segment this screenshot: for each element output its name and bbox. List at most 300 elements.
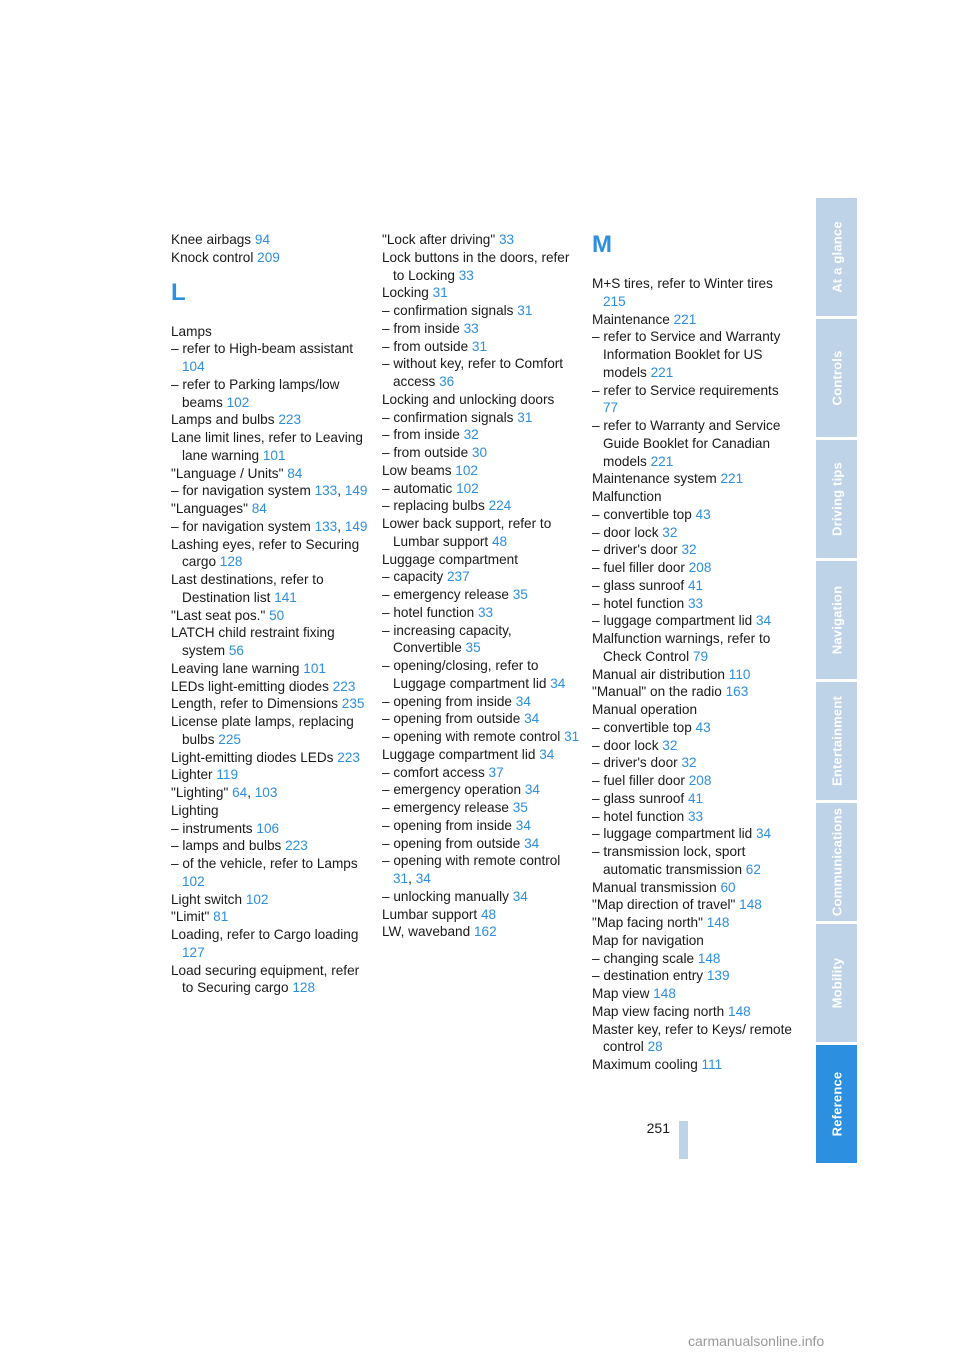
page-reference-link[interactable]: 221 (673, 311, 697, 327)
index-entry (171, 323, 371, 341)
index-entry (592, 967, 792, 985)
index-entry: – for navigation system 133, 149 (171, 483, 368, 499)
entry-text: – unlocking manually (382, 888, 509, 904)
page-reference-link[interactable]: 110 (728, 666, 751, 682)
tab-label: Controls (829, 350, 844, 406)
entry-text: Lighting (171, 802, 219, 818)
page-reference-link[interactable]: 37 (488, 764, 504, 780)
page-reference-link[interactable]: 34 (524, 782, 540, 798)
tab-driving-tips[interactable] (816, 440, 857, 558)
entry-text: Manual operation (592, 702, 698, 717)
tab-at-a-glance[interactable] (816, 198, 857, 316)
index-column-1 (171, 231, 371, 997)
entry-text: – changing scale (592, 950, 695, 966)
tab-communications[interactable] (816, 803, 857, 921)
page-reference-link[interactable]: 77 (603, 400, 619, 416)
entry-text: Lighter (171, 767, 213, 783)
page-reference-link[interactable]: 101 (262, 447, 286, 463)
entry-text: Maximum cooling (592, 1057, 698, 1072)
page-reference-link[interactable]: 33 (687, 808, 704, 824)
page-reference-link[interactable]: 208 (688, 560, 712, 575)
page-reference-link[interactable]: 139 (706, 968, 730, 984)
entry-text: Locking and unlocking doors (382, 391, 555, 407)
index-entry (592, 932, 792, 950)
entry-text: Manual transmission (592, 879, 717, 895)
page-reference-link[interactable]: 43 (695, 719, 711, 735)
tab-controls[interactable] (816, 319, 857, 437)
entry-text: – convertible top (592, 719, 692, 735)
index-entry (171, 340, 371, 376)
tab-label: Navigation (829, 585, 844, 655)
index-entry (171, 376, 371, 412)
page-reference-link[interactable]: 237 (447, 569, 470, 585)
tab-navigation[interactable] (816, 561, 857, 679)
tab-label: Entertainment (829, 695, 844, 787)
page-reference-link[interactable]: 34 (755, 826, 772, 842)
page-reference-link[interactable]: 81 (213, 909, 229, 925)
page-reference-link[interactable]: 33 (458, 267, 474, 283)
entry-text: – emergency release (382, 587, 509, 602)
index-entry (382, 462, 582, 480)
index-entry (171, 465, 371, 483)
entry-text: "Manual" on the radio (592, 684, 722, 700)
entry-text: – automatic (382, 480, 453, 496)
page-reference-link[interactable]: 102 (182, 873, 205, 889)
page-reference-link[interactable]: 149 (344, 483, 368, 499)
entry-text: Lock buttons in the doors, refer to Locking (382, 249, 570, 283)
entry-text: – glass sunroof (592, 790, 685, 806)
entry-text: – refer to Service requirements (592, 382, 779, 398)
index-entry (592, 808, 792, 826)
entry-text: M+S tires, refer to Winter tires (592, 276, 773, 291)
page-reference-link[interactable]: 41 (687, 577, 704, 593)
page-reference-link[interactable]: 48 (492, 533, 508, 549)
page-reference-link[interactable]: 35 (512, 587, 528, 602)
entry-text: – driver's door (592, 542, 678, 558)
index-entry (171, 231, 371, 249)
page-number-bar (679, 1121, 688, 1159)
index-entry (171, 962, 371, 998)
page-reference-link[interactable]: 148 (653, 986, 676, 1001)
tab-label: At a glance (829, 221, 844, 293)
page-reference-link[interactable]: 148 (728, 1003, 751, 1019)
index-entry (171, 749, 371, 767)
index-entry (592, 950, 792, 968)
page-reference-link[interactable]: 32 (662, 524, 678, 540)
index-entry (382, 746, 582, 764)
index-entry (382, 284, 582, 302)
entry-text: – fuel filler door (592, 773, 685, 788)
index-entry (592, 470, 792, 488)
entry-text: – door lock (592, 524, 659, 540)
page-reference-link[interactable]: 32 (681, 755, 697, 771)
index-entry: – for navigation system 133, 149 (171, 518, 368, 534)
entry-text: Lane limit lines, refer to Leaving lane warning (171, 430, 363, 463)
index-entry (382, 586, 582, 604)
page-reference-link[interactable]: 208 (688, 773, 712, 788)
index-entry (382, 391, 582, 409)
entry-text: – emergency release (382, 800, 509, 815)
tab-label: Communications (829, 807, 844, 917)
index-entry (592, 612, 792, 630)
page-reference-link[interactable]: 32 (681, 542, 697, 558)
entry-text: – capacity (382, 569, 444, 585)
tab-label: Reference (829, 1071, 844, 1137)
page-reference-link[interactable]: 127 (182, 944, 205, 960)
page-reference-link[interactable]: 133 (314, 483, 338, 499)
entry-text: Length, refer to Dimensions (171, 696, 338, 712)
entry-text: – opening/closing, refer to Luggage compartment lid (382, 658, 547, 691)
index-entry (592, 754, 792, 772)
index-entry (171, 713, 371, 749)
index-entry (382, 781, 582, 799)
page-reference-link[interactable]: 33 (477, 604, 494, 620)
page-reference-link[interactable]: 221 (720, 471, 744, 487)
entry-text: Lamps (171, 323, 212, 339)
page-reference-link[interactable]: 34 (415, 871, 431, 886)
index-entry (382, 515, 582, 551)
entry-text: Map view (592, 986, 650, 1001)
page-reference-link[interactable]: 79 (692, 648, 709, 664)
page-reference-link[interactable]: 30 (471, 445, 488, 460)
index-entry (382, 764, 582, 782)
page-reference-link[interactable]: 102 (455, 462, 478, 478)
index-entry (592, 896, 792, 914)
index-entry (382, 355, 582, 391)
index-entry (592, 666, 792, 684)
entry-text: Loading, refer to Cargo loading (171, 927, 359, 942)
index-entry (592, 382, 792, 418)
entry-text: – of the vehicle, refer to Lamps (171, 856, 358, 871)
index-entry (171, 536, 371, 572)
page-reference-link[interactable]: 84 (251, 501, 267, 516)
index-entry (171, 766, 371, 784)
entry-text: – refer to Parking lamps/low beams (171, 376, 340, 410)
entry-text: – comfort access (382, 764, 485, 780)
entry-text: Manual air distribution (592, 666, 725, 682)
page-reference-link[interactable]: 223 (337, 749, 360, 765)
page-reference-link[interactable]: 33 (687, 595, 704, 611)
page-reference-link[interactable]: 224 (488, 498, 512, 514)
index-entry (592, 541, 792, 559)
index-entry (382, 923, 582, 941)
page-reference-link[interactable]: 128 (292, 980, 316, 996)
index-entry (382, 710, 582, 728)
index-entry (592, 719, 792, 737)
index-entry (592, 417, 792, 470)
page-reference-link[interactable]: 106 (256, 820, 280, 836)
index-entry (171, 607, 371, 625)
index-entry (592, 790, 792, 808)
tab-reference[interactable] (816, 1045, 857, 1163)
entry-text: Knock control (171, 249, 254, 265)
page-reference-link[interactable]: 111 (701, 1057, 723, 1072)
page-reference-link[interactable]: 141 (274, 589, 297, 605)
index-entry (592, 825, 792, 843)
page-reference-link[interactable]: 162 (473, 924, 497, 940)
page-reference-link[interactable]: 31 (517, 303, 533, 318)
entry-text: – for navigation system (171, 518, 311, 534)
entry-text: Luggage compartment (382, 551, 519, 567)
index-entry (171, 411, 371, 429)
page-reference-link[interactable]: 149 (344, 518, 368, 534)
entry-text: Malfunction warnings, refer to Check Control (592, 631, 771, 664)
entry-text: Light-emitting diodes LEDs (171, 749, 334, 765)
page-reference-link[interactable]: 43 (695, 506, 711, 522)
index-entry (592, 914, 792, 932)
entry-text: Map for navigation (592, 932, 704, 948)
chapter-tabs (816, 198, 857, 1166)
index-entry (592, 737, 792, 755)
page-reference-link[interactable]: 64 (232, 785, 248, 800)
entry-text: – hotel function (592, 808, 685, 824)
index-entry (382, 409, 582, 427)
page-reference-link[interactable]: 33 (463, 320, 479, 336)
index-entry (382, 338, 582, 356)
index-entry (382, 249, 582, 285)
index-entry (382, 799, 582, 817)
page-reference-link[interactable]: 31 (393, 871, 409, 886)
entry-text: – transmission lock, sport automatic transmission (592, 844, 746, 877)
page-reference-link[interactable]: 31 (564, 729, 580, 744)
page-reference-link[interactable]: 119 (216, 767, 239, 783)
index-entry (382, 302, 582, 320)
entry-text: – door lock (592, 737, 659, 753)
entry-text: Map view facing north (592, 1003, 725, 1019)
tab-entertainment[interactable] (816, 682, 857, 800)
page-reference-link[interactable]: 35 (465, 640, 481, 656)
index-entry (592, 985, 792, 1003)
entry-text: – increasing capacity, Convertible (382, 622, 512, 656)
page-reference-link[interactable]: 34 (539, 746, 555, 762)
page-reference-link[interactable]: 50 (269, 607, 285, 623)
index-entry (382, 320, 582, 338)
index-entry (592, 772, 792, 790)
entry-text: Malfunction (592, 489, 662, 504)
index-entry (592, 683, 792, 701)
page-reference-link[interactable]: 223 (285, 838, 308, 854)
page-reference-link[interactable]: 148 (697, 950, 721, 966)
index-entry (171, 678, 371, 696)
entry-text: "Last seat pos." (171, 607, 266, 623)
page-reference-link[interactable]: 223 (332, 678, 356, 694)
entry-text: – for navigation system (171, 483, 311, 499)
page-reference-link[interactable]: 32 (662, 737, 678, 753)
index-entry (171, 249, 371, 267)
page-reference-link[interactable]: 28 (647, 1039, 663, 1055)
index-entry (382, 568, 582, 586)
entry-text: – refer to Warranty and Service Guide Booklet for Canadian models (592, 418, 781, 469)
entry-text: – instruments (171, 820, 253, 836)
page-reference-link[interactable]: 35 (512, 800, 528, 815)
entry-text: – fuel filler door (592, 560, 685, 575)
entry-text: Light switch (171, 891, 243, 907)
entry-text: – refer to High-beam assistant (171, 341, 354, 357)
index-entry (171, 820, 371, 838)
entry-text: "Lock after driving" (382, 232, 496, 247)
page-reference-link[interactable]: 31 (432, 285, 448, 301)
index-column-3 (592, 231, 792, 1074)
entry-text: – luggage compartment lid (592, 826, 753, 842)
index-entry (171, 695, 371, 713)
index-letter-heading: M (592, 231, 612, 258)
entry-text: Lower back support, refer to Lumbar support (382, 516, 552, 549)
entry-text: – refer to Service and Warranty Information Booklet for US models (592, 329, 781, 380)
entry-text: Master key, refer to Keys/ remote control (592, 1021, 792, 1055)
page-reference-link[interactable]: 103 (254, 785, 278, 800)
entry-text: – confirmation signals (382, 303, 514, 318)
entry-text: Knee airbags (171, 232, 252, 247)
page-reference-link[interactable]: 148 (706, 915, 730, 930)
page-reference-link[interactable]: 34 (524, 711, 540, 727)
page-reference-link[interactable]: 101 (303, 660, 326, 676)
entry-text: Low beams (382, 462, 452, 478)
entry-text: – lamps and bulbs (171, 838, 282, 854)
page-reference-link[interactable]: 34 (512, 888, 528, 904)
entry-text: – opening from inside (382, 693, 512, 709)
index-entry (592, 328, 792, 381)
index-entry (592, 1021, 792, 1057)
page-reference-link[interactable]: 41 (687, 790, 704, 806)
entry-text: – from outside (382, 445, 469, 460)
index-entry (382, 444, 582, 462)
page-reference-link[interactable]: 48 (481, 906, 497, 922)
watermark: carmanualsonline.info (688, 1333, 825, 1349)
index-entry (592, 843, 792, 879)
entry-text: – opening from inside (382, 817, 512, 833)
index-entry (171, 500, 371, 518)
page-reference-link[interactable]: 209 (257, 249, 280, 265)
index-entry (171, 429, 371, 465)
index-entry (382, 728, 582, 746)
page-reference-link[interactable]: 128 (219, 554, 243, 570)
page-reference-link[interactable]: 60 (720, 879, 736, 895)
page-reference-link[interactable]: 94 (254, 232, 271, 247)
index-entry (171, 802, 371, 820)
page-reference-link[interactable]: 36 (439, 374, 455, 389)
index-entry (382, 231, 582, 249)
index-entry (171, 926, 371, 962)
page-reference-link[interactable]: 235 (341, 696, 365, 712)
page-reference-link[interactable]: 84 (287, 465, 303, 481)
entry-text: – without key, refer to Comfort access (382, 356, 564, 389)
tab-label: Driving tips (829, 462, 844, 536)
page-reference-link[interactable]: 102 (245, 891, 269, 907)
index-entry (382, 426, 582, 444)
entry-text: LW, waveband (382, 924, 471, 940)
entry-text: – hotel function (592, 595, 685, 611)
entry-text: – opening from outside (382, 835, 521, 851)
page-reference-link[interactable]: 31 (517, 409, 533, 425)
entry-text: "Map direction of travel" (592, 897, 736, 913)
index-entry (171, 571, 371, 607)
page-number: 251 (646, 1120, 670, 1136)
entry-text: "Language / Units" (171, 465, 284, 481)
index-entry (592, 1003, 792, 1021)
entry-text: – driver's door (592, 755, 678, 771)
index-entry (171, 891, 371, 909)
index-entry (592, 595, 792, 613)
entry-text: License plate lamps, replacing bulbs (171, 714, 354, 747)
page-reference-link[interactable]: 102 (226, 394, 250, 410)
index-entry (592, 524, 792, 542)
entry-text: Leaving lane warning (171, 660, 300, 676)
entry-text: Locking (382, 285, 429, 301)
page-reference-link[interactable]: 104 (182, 359, 205, 374)
index-entry (382, 817, 582, 835)
entry-text: Maintenance (592, 311, 670, 327)
page-reference-link[interactable]: 225 (218, 731, 241, 747)
page-reference-link[interactable]: 56 (228, 643, 244, 658)
entry-text: LATCH child restraint fixing system (171, 625, 335, 658)
index-entry: "Lighting" 64, 103 (171, 785, 278, 800)
entry-text: – from inside (382, 427, 460, 443)
page-reference-link[interactable]: 163 (725, 684, 749, 700)
index-entry (382, 604, 582, 622)
page-reference-link[interactable]: 34 (524, 835, 540, 851)
tab-mobility[interactable] (816, 924, 857, 1042)
page-reference-link[interactable]: 34 (515, 693, 531, 709)
page-reference-link[interactable]: 62 (745, 861, 761, 877)
index-entry (592, 311, 792, 329)
entry-text: "Map facing north" (592, 915, 703, 930)
index-entry (592, 577, 792, 595)
page-reference-link[interactable]: 31 (471, 338, 488, 354)
index-entry (592, 701, 792, 719)
index-entry (592, 275, 792, 311)
index-entry (171, 837, 371, 855)
index-entry (382, 551, 582, 569)
tab-label: Mobility (829, 957, 844, 1009)
entry-text: – hotel function (382, 604, 475, 620)
entry-text: "Lighting" (171, 785, 229, 800)
index-entry (382, 497, 582, 515)
index-entry (382, 888, 582, 906)
index-entry (171, 855, 371, 891)
page-reference-link[interactable]: 133 (314, 518, 338, 534)
page-reference-link[interactable]: 34 (515, 817, 531, 833)
entry-text: – emergency operation (382, 782, 522, 798)
entry-text: Lashing eyes, refer to Securing cargo (171, 536, 360, 570)
index-entry (171, 660, 371, 678)
page-reference-link[interactable]: 221 (650, 453, 674, 469)
entry-text: LEDs light-emitting diodes (171, 678, 329, 694)
entry-text: – glass sunroof (592, 577, 685, 593)
entry-text: Lumbar support (382, 906, 478, 922)
page-reference-link[interactable]: 102 (456, 480, 479, 496)
entry-text: – opening with remote control (382, 853, 561, 869)
index-entry (382, 906, 582, 924)
index-entry (592, 488, 792, 506)
index-entry (592, 630, 792, 666)
index-entry (382, 693, 582, 711)
page-reference-link[interactable]: 33 (498, 232, 515, 247)
page-reference-link[interactable]: 221 (650, 364, 674, 380)
page-reference-link[interactable]: 32 (463, 427, 479, 443)
page-reference-link[interactable]: 34 (550, 675, 566, 691)
page-reference-link[interactable]: 223 (278, 412, 302, 428)
entry-text: – opening with remote control (382, 729, 561, 744)
page-reference-link[interactable]: 34 (755, 613, 772, 629)
page-reference-link[interactable]: 215 (603, 293, 626, 309)
page-reference-link[interactable]: 148 (739, 897, 762, 913)
index-entry (592, 1056, 792, 1074)
index-letter-heading: L (171, 278, 186, 306)
entry-text: Load securing equipment, refer to Securing cargo (171, 962, 360, 996)
entry-text: – luggage compartment lid (592, 613, 753, 629)
entry-text: – opening from outside (382, 711, 521, 727)
index-entry (592, 879, 792, 897)
